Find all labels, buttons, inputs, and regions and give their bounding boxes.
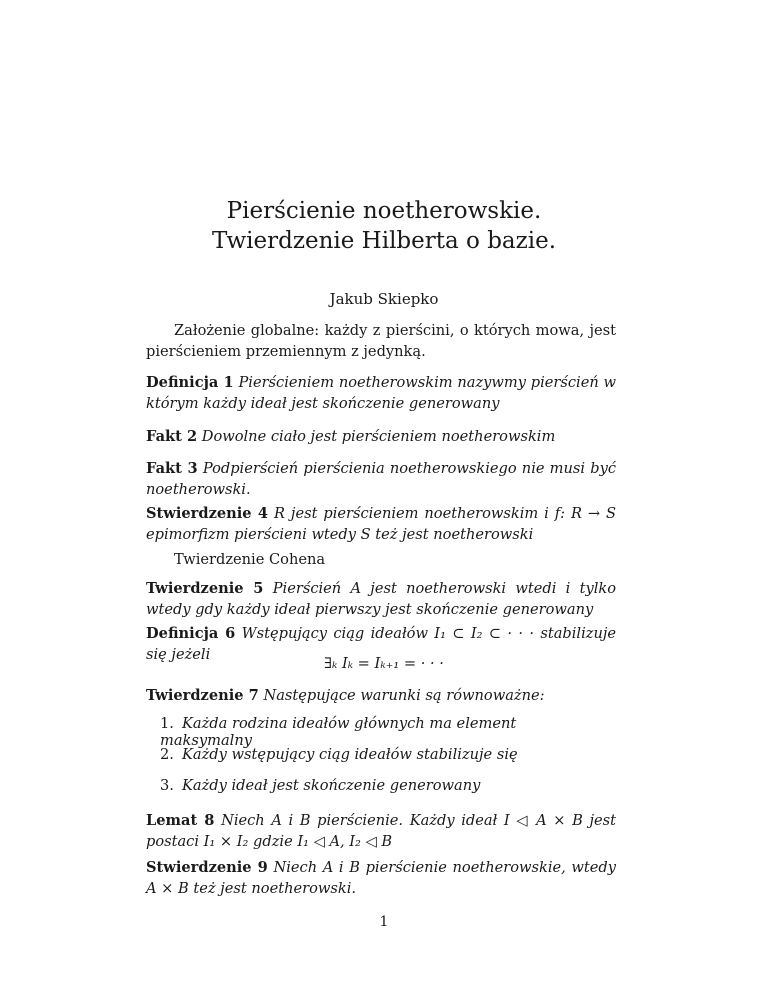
list-number: 1. [160,715,174,732]
statement-body: Następujące warunki są równoważne: [263,687,545,704]
cohen-heading: Twierdzenie Cohena [174,551,326,568]
list-number: 3. [160,777,174,794]
display-formula: ∃ₖ Iₖ = Iₖ₊₁ = · · · [324,655,444,672]
statement-label: Twierdzenie 5 [146,580,264,597]
list-item [160,715,600,749]
statement-body: Pierścieniem noetherowskim nazywmy pierścień w którym każdy ideał jest skończenie generowany [146,374,616,412]
list-item [160,746,600,763]
statement-label: Stwierdzenie 4 [146,505,269,522]
fact-2 [146,426,616,447]
proposition-9 [146,857,616,899]
proposition-4 [146,503,616,545]
statement-label: Fakt 2 [146,428,198,445]
lemma-8 [146,810,616,852]
statement-body: Dowolne ciało jest pierścieniem noetherowskim [201,428,556,445]
list-text: Każdy wstępujący ciąg ideałów stabilizuje się [182,746,518,763]
theorem-5 [146,578,616,620]
statement-body: Pierścień A jest noetherowski wtedi i tylko wtedy gdy każdy ideał pierwszy jest skończenie generowany [146,580,617,618]
statement-label: Stwierdzenie 9 [146,859,268,876]
title-line-2: Twierdzenie Hilberta o bazie. [211,228,557,254]
list-item [160,777,600,794]
theorem-7 [146,685,616,706]
list-text: Każda rodzina ideałów głównych ma element maksymalny [160,715,517,749]
statement-body: Wstępujący ciąg ideałów I₁ ⊂ I₂ ⊂ · · · stabilizuje się jeżeli [146,625,617,663]
statement-body: R jest pierścieniem noetherowskim i f: R → S epimorfizm pierścieni wtedy S też jest noetherowski [146,505,616,543]
statement-body: Niech A i B pierścienie. Każdy ideał I ◁ A × B jest postaci I₁ × I₂ gdzie I₁ ◁ A, I₂ ◁ B [146,812,617,850]
page-number: 1 [379,914,389,930]
statement-label: Definicja 1 [146,374,234,391]
list-number: 2. [160,746,174,763]
title-line-1: Pierścienie noetherowskie. [226,198,542,224]
definition-1 [146,372,616,414]
statement-label: Definicja 6 [146,625,236,642]
statement-label: Lemat 8 [146,812,215,829]
intro-paragraph: Założenie globalne: każdy z pierścini, o których mowa, jest pierścieniem przemiennym z jedynką. [146,322,616,360]
statement-label: Fakt 3 [146,460,198,477]
author: Jakub Skiepko [329,290,439,308]
statement-body: Podpierścień pierścienia noetherowskiego nie musi być noetherowski. [146,460,617,498]
statement-body: Niech A i B pierścienie noetherowskie, wtedy A × B też jest noetherowski. [146,859,616,897]
fact-3 [146,458,616,500]
statement-label: Twierdzenie 7 [146,687,259,704]
list-text: Każdy ideał jest skończenie generowany [182,777,481,794]
